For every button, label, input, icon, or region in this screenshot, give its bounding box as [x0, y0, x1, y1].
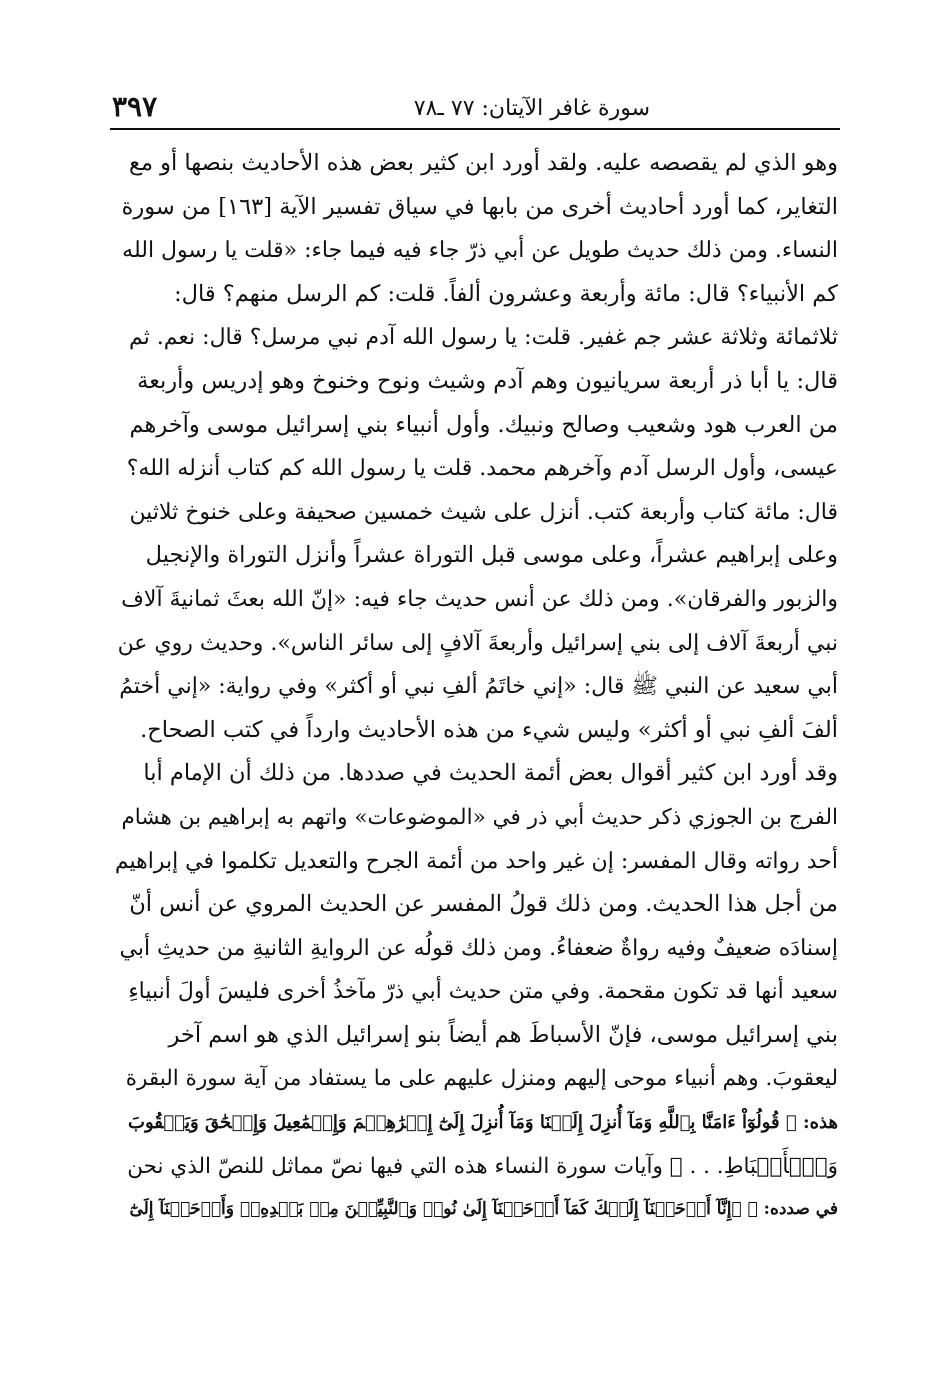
text-line: وقد أورد ابن كثير أقوال بعض أئمة الحديث في صددها. من ذلك أن الإمام أبا: [143, 760, 838, 787]
text-line: وَٱلۡأَسۡبَاطِ. . . ﴾ وآيات سورة النساء هذه التي فيها نصّ مماثل للنصّ الذي نحن: [127, 1153, 838, 1179]
text-line: كم الأنبياء؟ قال: مائة وأربعة وعشرون ألفاً. قلت: كم الرسل منهم؟ قال:: [174, 280, 838, 307]
text-line: عيسى، وأول الرسل آدم وآخرهم محمد. قلت يا رسول الله كم كتاب أنزله الله؟: [126, 456, 838, 482]
text-line: والزبور والفرقان». ومن ذلك عن أنس حديث جاء فيه: «إنّ الله بعثَ ثمانيةَ آلاف: [121, 586, 838, 612]
text-line: نبي أربعةَ آلاف إلى بني إسرائيل وأربعةَ آلافٍ إلى سائر الناس». وحديث روي عن: [117, 630, 838, 656]
quran-verse-line: في صدده: ﴿ ۞إِنَّآ أَوۡحَيۡنَآ إِلَيۡكَ كَمَآ أَوۡحَيۡنَآ إِلَىٰ نُوحٖ وَٱلنَّبِيِّـۧنَ مِنۢ بَعۡدِهِۦۚ وَأَوۡحَيۡنَآ إِلَىٰٓ: [129, 1199, 838, 1220]
text-line: سعيد أنها قد تكون مقحمة. وفي متن حديث أبي ذرّ مآخذُ أخرى فليسَ أولَ أنبياءِ: [128, 979, 838, 1005]
text-line: الفرج بن الجوزي ذكر حديث أبي ذر في «الموضوعات» واتهم به إبراهيم بن هشام: [121, 804, 838, 830]
text-line: وهو الذي لم يقصصه عليه. ولقد أورد ابن كثير بعض هذه الأحاديث بنصها أو مع: [128, 150, 838, 176]
text-line: أحد رواته وقال المفسر: إن غير واحد من أئمة الجرح والتعديل تكلموا في إبراهيم: [114, 848, 838, 874]
text-line: أبي سعيد عن النبي ﷺ قال: «إني خاتَمُ ألفِ نبي أو أكثر» وفي رواية: «إني أختمُ: [119, 674, 838, 700]
page-number: ٣٩٧: [112, 90, 158, 123]
text-line: قال: يا أبا ذر أربعة سريانيون وهم آدم وشيث ونوح وخنوخ وهو إدريس وأربعة: [137, 367, 838, 394]
chapter-title: سورة غافر الآيتان: ٧٧ ـ٧٨: [413, 96, 650, 121]
quran-verse-line: هذه: ﴿ قُولُوٓاْ ءَامَنَّا بِٱللَّهِ وَمَآ أُنزِلَ إِلَيۡنَا وَمَآ أُنزِلَ إِلَىٰٓ إِبۡرَٰهِـۧمَ وَإِسۡمَٰعِيلَ وَإِسۡحَٰقَ وَيَعۡقُوبَ: [128, 1112, 838, 1134]
body-text: [114, 142, 838, 1232]
text-line: وعلى إبراهيم عشراً، وعلى موسى قبل التوراة عشراً وأنزل التوراة والإنجيل: [145, 542, 838, 569]
text-line: النساء. ومن ذلك حديث طويل عن أبي ذرّ جاء فيه فيما جاء: «قلت يا رسول الله: [122, 238, 838, 264]
text-line: التغاير، كما أورد أحاديث أخرى من بابها في سياق تفسير الآية [١٦٣] من سورة: [121, 193, 838, 220]
text-line: ألفَ ألفِ نبي أو أكثر» وليس شيء من هذه الأحاديث وارداً في كتب الصحاح.: [140, 716, 838, 743]
text-line: ليعقوبَ. وهم أنبياء موحى إليهم ومنزل عليهم على ما يستفاد من آية سورة البقرة: [125, 1066, 838, 1092]
header-rule: [110, 128, 840, 130]
text-line: من العرب هود وشعيب وصالح ونبيك. وأول أنبياء بني إسرائيل موسى وآخرهم: [129, 411, 838, 438]
text-line: بني إسرائيل موسى، فإنّ الأسباطَ هم أيضاً بنو إسرائيل الذي هو اسم آخر: [168, 1021, 838, 1048]
text-line: إسنادَه ضعيفٌ وفيه رواةٌ ضعفاءُ. ومن ذلك قولُه عن الروايةِ الثانيةِ من حديثِ أبي: [119, 935, 838, 961]
text-line: قال: مائة كتاب وأربعة كتب. أنزل على شيث خمسين صحيفة وعلى خنوخ ثلاثين: [129, 499, 838, 525]
running-header: [110, 86, 840, 130]
text-line: من أجل هذا الحديث. ومن ذلك قولُ المفسر عن الحديث المروي عن أنس أنّ: [129, 891, 838, 918]
text-line: ثلاثمائة وثلاثة عشر جم غفير. قلت: يا رسول الله آدم نبي مرسل؟ قال: نعم. ثم: [129, 325, 838, 351]
